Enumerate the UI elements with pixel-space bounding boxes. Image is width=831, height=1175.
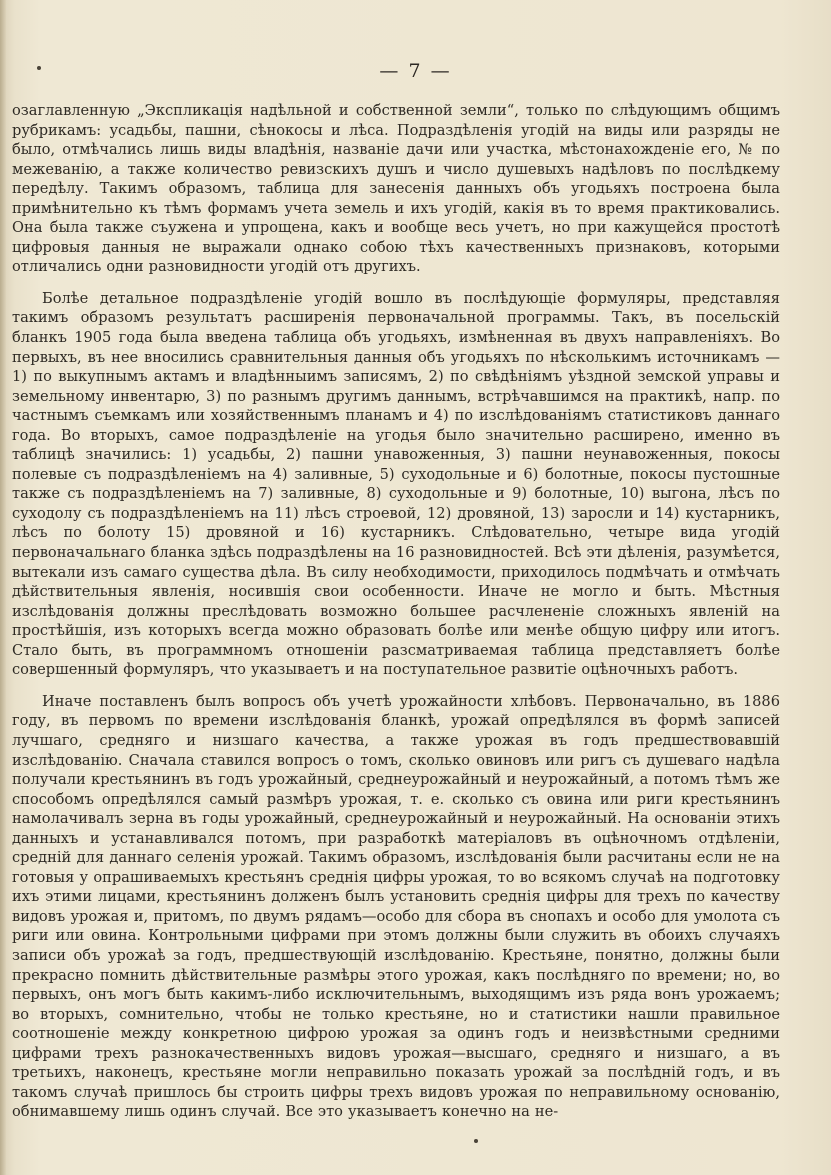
paragraph-1: озаглавленную „Экспликація надѣльной и собственной земли“, только по слѣдующимъ общимъ рубрикамъ: усадьбы, пашни, сѣнокосы и лѣса. Подраздѣленія угодій на виды или разряды не было, отмѣчались лишь виды владѣнія, названіе дачи или участка, мѣстонахожденіе его, № по межеванію, а также количество ревизскихъ душъ и число душевыхъ надѣловъ по послѣдкему передѣлу. Такимъ образомъ, таблица для занесенія данныхъ объ угодьяхъ построена была примѣнительно къ тѣмъ формамъ учета земель и ихъ угодій, какія въ то время практиковались. Она была также съужена и упрощена, какъ и вообще весь учетъ, но при кажущейся простотѣ цифровыя данныя не выражали однако собою тѣхъ качественныхъ признаковъ, которыми отличались одни разновидности угодій отъ другихъ. (12, 102, 780, 276)
print-speck (474, 1139, 478, 1143)
page-body (12, 101, 780, 1136)
paragraph-3: Иначе поставленъ былъ вопросъ объ учетѣ урожайности хлѣбовъ. Первоначально, въ 1886 году, въ первомъ по времени изслѣдованія бланкѣ, урожай опредѣлялся въ формѣ записей лучшаго, средняго и низшаго качества, а также урожая въ годъ предшествовавшій изслѣдованію. Сначала ставился вопросъ о томъ, сколько овиновъ или ригъ съ душеваго надѣла получали крестьянинъ въ годъ урожайный, среднеурожайный и неурожайный, а потомъ тѣмъ же способомъ опредѣлялся самый размѣръ урожая, т. е. сколько съ овина или риги крестьянинъ намолачивалъ зерна въ годы урожайный, среднеурожайный и неурожайный. На основаніи этихъ данныхъ и устанавливался потомъ, при разработкѣ матеріаловъ въ оцѣночномъ отдѣленіи, средній для даннаго селенія урожай. Такимъ образомъ, изслѣдованія были расчитаны если не на готовыя у опрашиваемыхъ крестьянъ среднія цифры урожая, то во всякомъ случаѣ на подготовку ихъ этими лицами, крестьянинъ долженъ былъ установить среднія цифры для трехъ по качеству видовъ урожая и, притомъ, по двумъ рядамъ—особо для сбора въ снопахъ и особо для умолота съ риги или овина. Контрольными цифрами при этомъ должны были служить въ обоихъ случаяхъ записи объ урожаѣ за годъ, предшествующій изслѣдованію. Крестьяне, понятно, должны были прекрасно помнить дѣйствительные размѣры этого урожая, какъ послѣдняго по времени; но, во первыхъ, онъ могъ быть какимъ-либо исключительнымъ, выходящимъ изъ ряда вонъ урожаемъ; во вторыхъ, сомнительно, чтобы не только крестьяне, но и статистики нашли правильное соотношеніе между конкретною цифрою урожая за одинъ годъ и неизвѣстными средними цифрами трехъ разнокачественныхъ видовъ урожая—высшаго, средняго и низшаго, а въ третьихъ, наконецъ, крестьяне могли неправильно показать урожай за послѣдній годъ, и въ такомъ случаѣ пришлось бы строить цифры трехъ видовъ урожая по неправильному основанію, обнимавшему лишь одинъ случай. Все это указываетъ конечно на не- (12, 692, 780, 1121)
paragraph-2: Болѣе детальное подраздѣленіе угодій вошло въ послѣдующіе формуляры, представляя такимъ образомъ результатъ расширенія первоначальной программы. Такъ, въ посельскій бланкъ 1905 года была введена таблица объ угодьяхъ, измѣненная въ двухъ направленіяхъ. Во первыхъ, въ нее вносились сравнительныя данныя объ угодьяхъ по нѣсколькимъ источникамъ — 1) по выкупнымъ актамъ и владѣнныимъ записямъ, 2) по свѣдѣніямъ уѣздной земской управы и земельному инвентарю, 3) по разнымъ другимъ даннымъ, встрѣчавшимся на практикѣ, напр. по частнымъ съемкамъ или хозяйственнымъ планамъ и 4) по изслѣдованіямъ статистиковъ даннаго года. Во вторыхъ, самое подраздѣленіе на угодья было значительно расширено, именно въ таблицѣ значились: 1) усадьбы, 2) пашни унавоженныя, 3) пашни неунавоженныя, покосы полевые съ подраздѣленіемъ на 4) заливные, 5) суходольные и 6) болотные, покосы пустошные также съ подраздѣленіемъ на 7) заливные, 8) суходольные и 9) болотные, 10) выгона, лѣсъ по суходолу съ подраздѣленіемъ на 11) лѣсъ строевой, 12) дровяной, 13) заросли и 14) кустарникъ, лѣсъ по болоту 15) дровяной и 16) кустарникъ. Слѣдовательно, четыре вида угодій первоначальнаго бланка здѣсь подраздѣлены на 16 разновидностей. Всѣ эти дѣленія, разумѣется, вытекали изъ самаго существа дѣла. Въ силу необходимости, приходилось подмѣчать и отмѣчать дѣйствительныя явленія, носившія свои особенности. Иначе не могло и быть. Мѣстныя изслѣдованія должны преслѣдовать возможно большее расчлененіе сложныхъ явленій на простѣйшія, изъ которыхъ всегда можно образовать болѣе или менѣе общую цифру или итогъ. Стало быть, въ программномъ отношеніи разсматриваемая таблица представляетъ болѣе совершенный формуляръ, что указываетъ и на поступательное развитіе оцѣночныхъ работъ. (12, 289, 780, 679)
page-binding-edge (0, 0, 6, 1175)
page-number: — 7 — (379, 60, 452, 82)
